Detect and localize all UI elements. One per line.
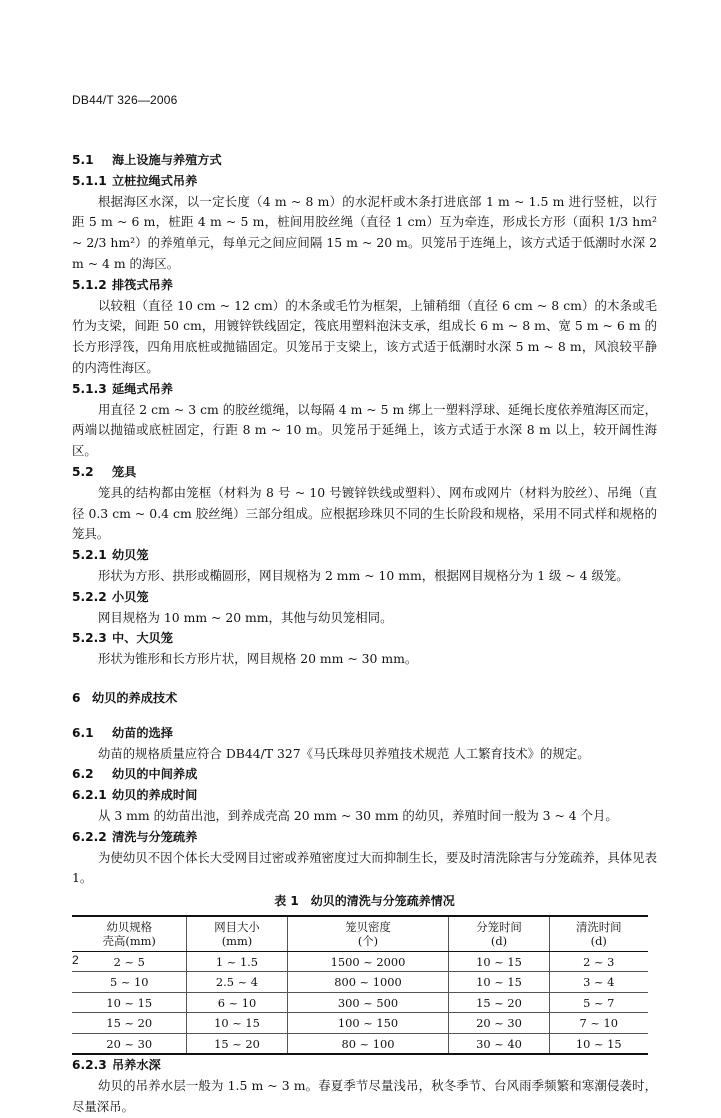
header-split-time	[449, 916, 549, 952]
heading-title: 立桩拉绳式吊养	[112, 173, 198, 188]
header-label: 网目大小	[214, 919, 260, 934]
paragraph: 用直径 2 cm ~ 3 cm 的胶丝缆绳，以每隔 4 m ~ 5 m 绑上一塑料浮球、延绳长度依养殖海区而定，两端以抛锚或底桩固定，行距 8 m ~ 10 m。贝笼吊于延绳上，该方式适于水深 8 m 以上，较开阔性海区。	[72, 401, 657, 459]
heading-number: 6.2.1	[72, 788, 107, 803]
paragraph: 笼具的结构都由笼框（材料为 8 号 ~ 10 号镀锌铁线或塑料）、网布或网片（材料为胶丝）、吊绳（直径 0.3 cm ~ 0.4 cm 胶丝绳）三部分组成。应根据珍珠贝不同的生长阶段和规格，采用不同式样和规格的笼具。	[72, 484, 657, 542]
header-label: 幼贝规格	[106, 919, 153, 934]
table-row	[72, 972, 648, 993]
table-cell: 5 ~ 10	[72, 972, 187, 993]
heading-title: 幼苗的选择	[112, 725, 173, 740]
heading-number: 6	[72, 690, 81, 705]
subsection-heading	[72, 628, 657, 649]
header-mesh-size	[187, 916, 287, 952]
table-cell: 15 ~ 20	[187, 1033, 287, 1054]
paragraph: 从 3 mm 的幼苗出池，到养成壳高 20 mm ~ 30 mm 的幼贝，养殖时间一般为 3 ~ 4 个月。	[98, 807, 618, 823]
paragraph: 幼苗的规格质量应符合 DB44/T 327《马氏珠母贝养殖技术规范 人工繁育技术》的规定。	[98, 745, 590, 761]
table-cell: 10 ~ 15	[72, 992, 187, 1013]
paragraph: 形状为锥形和长方形片状，网目规格 20 mm ~ 30 mm。	[98, 651, 418, 667]
heading-number: 6.2.3	[72, 1058, 107, 1073]
heading-number: 5.1.1	[72, 173, 107, 188]
table-caption: 表 1 幼贝的清洗与分笼疏养情况	[274, 894, 455, 909]
table-cell: 1500 ~ 2000	[287, 951, 449, 972]
table-cell: 20 ~ 30	[72, 1033, 187, 1054]
heading-title: 幼贝笼	[112, 548, 149, 563]
standard-code: DB44/T 326—2006	[72, 93, 178, 107]
subsection-heading	[72, 150, 657, 171]
table-row	[72, 1013, 648, 1034]
table-cell: 10 ~ 15	[187, 1013, 287, 1034]
header-unit: (mm)	[221, 933, 253, 948]
table-cell: 10 ~ 15	[449, 972, 549, 993]
page-number: 2	[72, 953, 79, 967]
heading-title: 排筏式吊养	[112, 277, 173, 292]
table-row	[72, 951, 648, 972]
table-cell: 2 ~ 5	[72, 951, 187, 972]
heading-number: 5.1.2	[72, 277, 107, 292]
table-cell: 6 ~ 10	[187, 992, 287, 1013]
header-unit: (d)	[590, 933, 607, 948]
subsection-heading	[72, 545, 657, 566]
heading-title: 幼贝的中间养成	[112, 767, 198, 782]
document-body	[72, 150, 657, 1118]
heading-title: 吊养水深	[112, 1058, 161, 1073]
body-before-table	[72, 150, 657, 889]
heading-title: 海上设施与养殖方式	[112, 153, 222, 167]
heading-number: 6.2	[72, 767, 94, 782]
heading-number: 5.1.3	[72, 381, 107, 396]
subsection-heading	[72, 827, 657, 848]
heading-number: 6.1	[72, 725, 94, 740]
table-cell: 1 ~ 1.5	[187, 951, 287, 972]
subsection-heading	[72, 723, 657, 744]
table-cell: 7 ~ 10	[549, 1013, 648, 1034]
paragraph: 幼贝的吊养水层一般为 1.5 m ~ 3 m。春夏季节尽量浅吊，秋冬季节、台风雨季频繁和寒潮侵袭时，尽量深吊。	[72, 1078, 657, 1114]
header-density	[287, 916, 449, 952]
paragraph: 以较粗（直径 10 cm ~ 12 cm）的木条或毛竹为框架，上铺稍细（直径 6 cm ~ 8 cm）的木条或毛竹为支梁，间距 50 cm，用镀锌铁线固定，筏底用塑料泡沫支承，组成长 6 m ~ 8 m、宽 5 m ~ 6 m 的长方形浮筏，四角用底桩或抛锚固定。贝笼吊于支梁上，该方式适于低潮时水深 5 m ~ 8 m，风浪较平静的内湾性海区。	[72, 297, 657, 375]
subsection-heading	[72, 1055, 657, 1076]
table-cell: 2.5 ~ 4	[187, 972, 287, 993]
header-clean-time	[549, 916, 648, 952]
subsection-heading	[72, 275, 657, 296]
table-cell: 800 ~ 1000	[287, 972, 449, 993]
table-cell: 10 ~ 15	[549, 1033, 648, 1054]
table-cell: 300 ~ 500	[287, 992, 449, 1013]
table-cell: 100 ~ 150	[287, 1013, 449, 1034]
table-cell: 2 ~ 3	[549, 951, 648, 972]
table-cell: 15 ~ 20	[72, 1013, 187, 1034]
header-label: 清洗时间	[575, 919, 622, 934]
subsection-heading	[72, 587, 657, 608]
header-unit: (个)	[357, 933, 379, 948]
table-cell: 15 ~ 20	[449, 992, 549, 1013]
heading-number: 5.2.2	[72, 589, 107, 604]
table-cell: 80 ~ 100	[287, 1033, 449, 1054]
heading-title: 幼贝的养成时间	[112, 788, 198, 803]
heading-title: 幼贝的养成技术	[92, 690, 178, 705]
table-cell: 3 ~ 4	[549, 972, 648, 993]
body-after-table	[72, 1055, 657, 1117]
table-row	[72, 1033, 648, 1054]
section-heading	[72, 688, 657, 709]
subsection-heading	[72, 785, 657, 806]
table-cell: 5 ~ 7	[549, 992, 648, 1013]
heading-number: 5.2.3	[72, 631, 107, 646]
heading-title: 笼具	[112, 464, 137, 479]
header-label: 分笼时间	[476, 919, 522, 934]
header-unit: 壳高(mm)	[102, 933, 156, 948]
table-cell: 20 ~ 30	[449, 1013, 549, 1034]
heading-number: 5.1	[72, 153, 94, 167]
paragraph: 网目规格为 10 mm ~ 20 mm，其他与幼贝笼相同。	[98, 609, 393, 625]
header-label: 笼贝密度	[345, 919, 391, 934]
subsection-heading	[72, 379, 657, 400]
table-cell: 30 ~ 40	[449, 1033, 549, 1054]
paragraph: 形状为方形、拱形或椭圆形，网目规格为 2 mm ~ 10 mm，根据网目规格分为 1 级 ~ 4 级笼。	[98, 567, 629, 583]
table-body	[72, 951, 648, 1054]
header-unit: (d)	[490, 933, 508, 948]
header-shell-size	[72, 916, 187, 952]
paragraph: 为使幼贝不因个体长大受网目过密或养殖密度过大而抑制生长，要及时清洗除害与分笼疏养，具体见表 1。	[72, 849, 657, 886]
heading-title: 小贝笼	[112, 589, 149, 604]
heading-number: 6.2.2	[72, 829, 107, 844]
paragraph: 根据海区水深，以一定长度（4 m ~ 8 m）的水泥杆或木条打进底部 1 m ~ 1.5 m 进行竖桩，以行距 5 m ~ 6 m，桩距 4 m ~ 5 m，桩间用胶丝绳（直径 1 cm）互为牵连，形成长方形（面积 1/3 hm² ~ 2/3 hm²）的养殖单元，每单元之间应间隔 15 m ~ 20 m。贝笼吊于连绳上，该方式适于低潮时水深 2 m ~ 4 m 的海区。	[72, 193, 657, 271]
heading-number: 5.2	[72, 464, 94, 479]
table-header-row	[72, 916, 648, 952]
table-cell: 10 ~ 15	[449, 951, 549, 972]
heading-title: 清洗与分笼疏养	[112, 829, 198, 844]
table-row	[72, 992, 648, 1013]
cleaning-table	[72, 915, 648, 1056]
heading-title: 延绳式吊养	[112, 381, 173, 396]
heading-title: 中、大贝笼	[112, 631, 173, 646]
subsection-heading	[72, 764, 657, 785]
subsection-heading	[72, 171, 657, 192]
heading-number: 5.2.1	[72, 548, 107, 563]
subsection-heading	[72, 462, 657, 483]
